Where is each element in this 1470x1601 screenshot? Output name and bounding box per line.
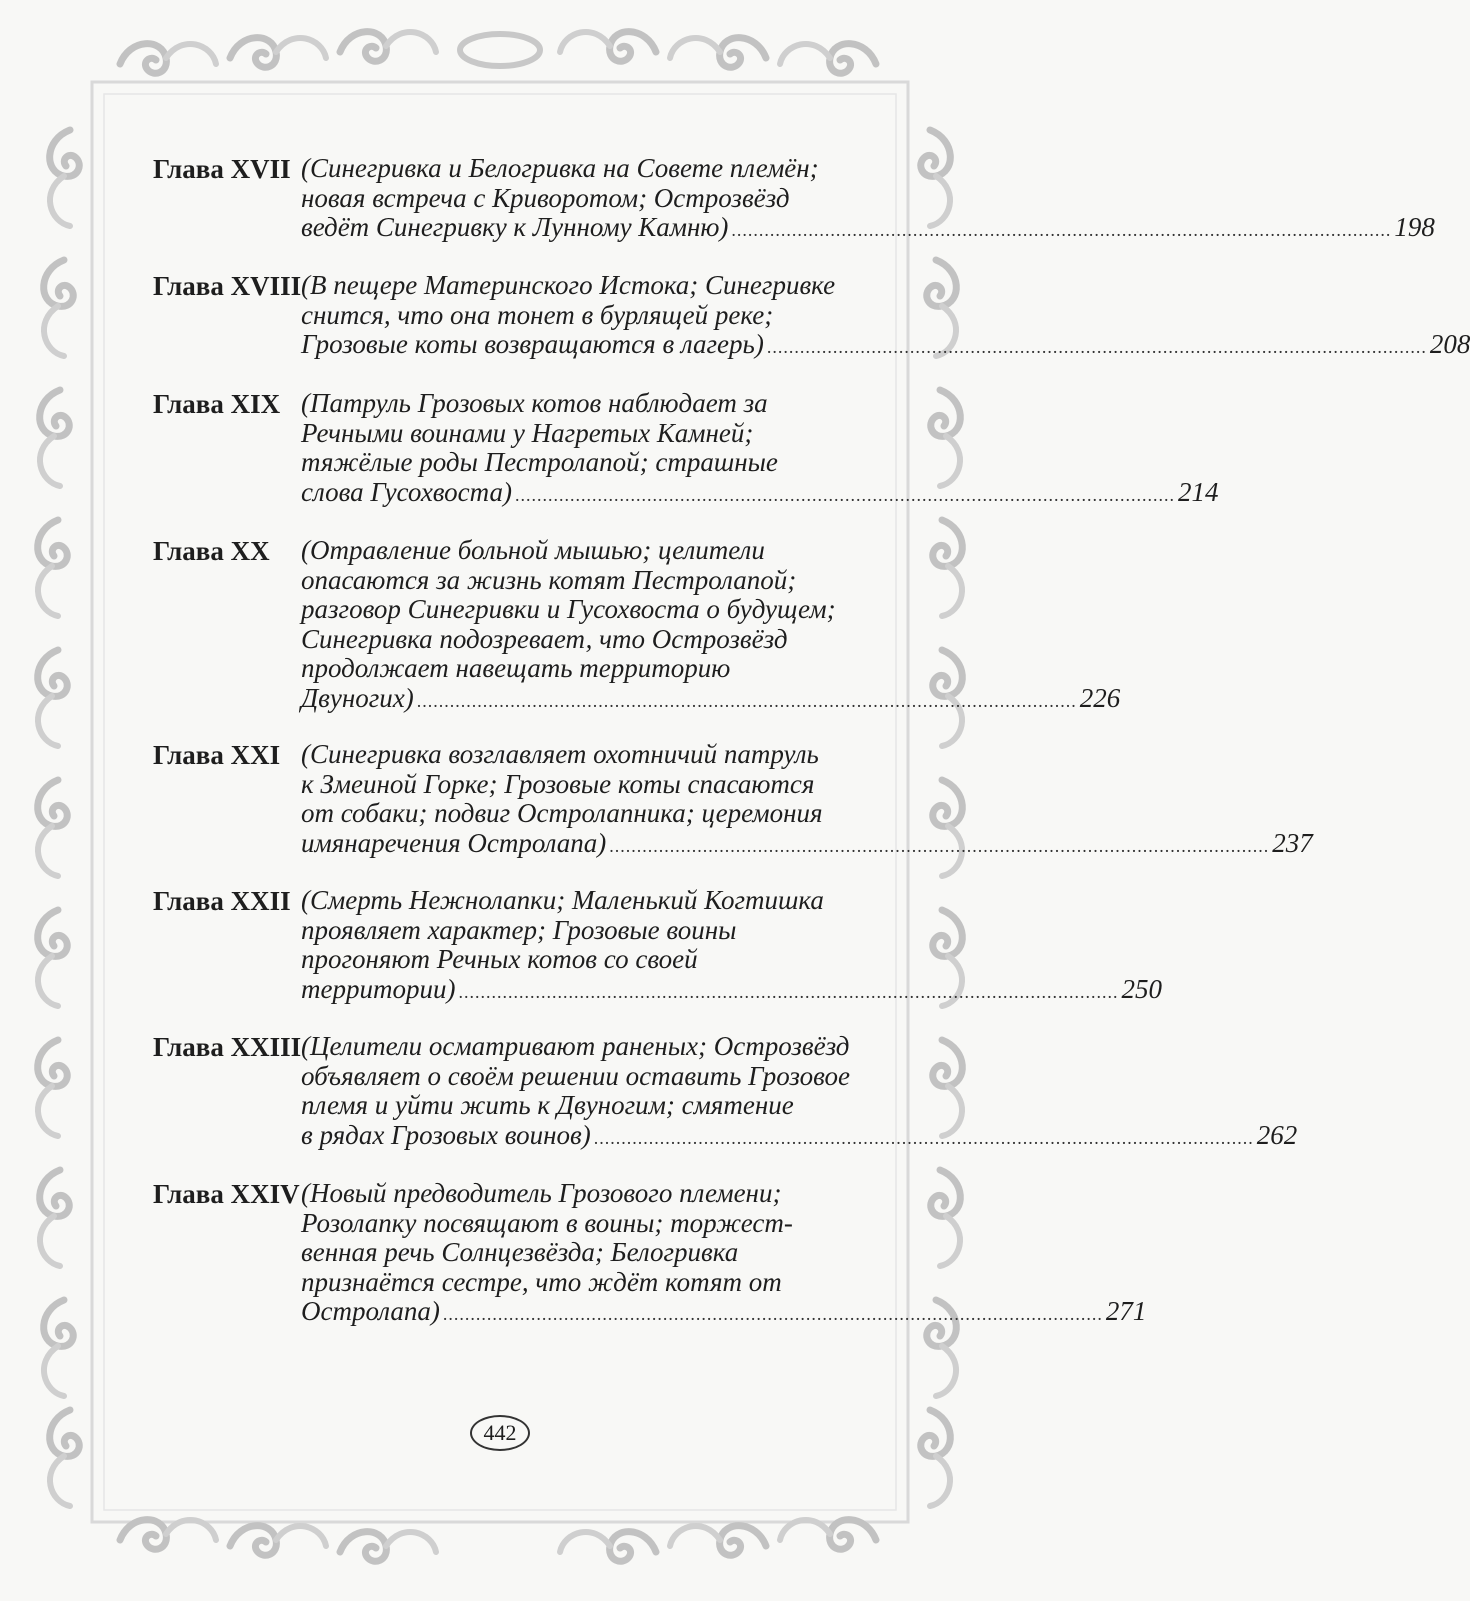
dot-leader: ........................................................................................................................ xyxy=(514,484,1175,505)
dot-leader: ........................................................................................................................ xyxy=(593,1127,1254,1148)
chapter-label: Глава XVII xyxy=(153,154,291,184)
chapter-summary: (Патруль Грозовых котов наблюдает за Речными воинами у Нагретых Камней; тяжёлые роды Пестролапой; страшные слова Гусохвоста) ........................................................................................................................ 214 xyxy=(301,389,849,507)
chapter-summary: (Целители осматривают раненых; Острозвёзд объявляет о своём решении оставить Грозовое племя и уйти жить к Двуногим; смятение в рядах Грозовых воинов) ........................................................................................................................ 262 xyxy=(301,1032,849,1150)
chapter-label: Глава XXI xyxy=(153,740,281,770)
chapter-summary: (Синегривка возглавляет охотничий патруль к Змеиной Горке; Грозовые коты спасаются от собаки; подвиг Остролапника; церемония имянаречения Остролапа) ........................................................................................................................ 237 xyxy=(301,740,849,858)
chapter-label: Глава XXIII xyxy=(153,1032,302,1062)
dot-leader: ........................................................................................................................ xyxy=(766,337,1427,357)
chapter-summary: (Новый предводитель Грозового племени; Розолапку посвящают в воины; торжест- венная речь Солнцезвёзда; Белогривка признаётся сестре, что ждёт котят от Остролапа) ........................................................................................................................ 271 xyxy=(301,1179,849,1327)
chapter-summary: (Синегривка и Белогривка на Совете племён; новая встреча с Криворотом; Острозвёзд ведёт Синегривку к Лунному Камню) ........................................................................................................................ 198 xyxy=(301,154,849,243)
chapter-label: Глава XVIII xyxy=(153,271,302,301)
dot-leader: ........................................................................................................................ xyxy=(442,1304,1103,1324)
dot-leader: ........................................................................................................................ xyxy=(609,835,1270,856)
chapter-label: Глава XIX xyxy=(153,389,281,419)
chapter-page-number: 214 xyxy=(1177,476,1219,507)
chapter-page-number: 198 xyxy=(1394,212,1435,242)
chapter-summary: (Отравление больной мышью; целители опасаются за жизнь котят Пестролапой; разговор Синегривки и Гусохвоста о будущем; Синегривка подозревает, что Острозвёзд продолжает навещать территорию Двуногих) ........................................................................................................................ 226 xyxy=(301,536,849,713)
chapter-label: Глава XXIV xyxy=(153,1179,300,1209)
chapter-page-number: 250 xyxy=(1121,973,1162,1004)
chapter-summary: (В пещере Материнского Истока; Синегривке снится, что она тонет в бурлящей реке; Грозовые коты возвращаются в лагерь) ........................................................................................................................ 208 xyxy=(301,271,849,360)
chapter-page-number: 262 xyxy=(1256,1119,1298,1150)
page-number: 442 xyxy=(470,1415,530,1451)
chapter-page-number: 226 xyxy=(1079,682,1121,713)
chapter-page-number: 271 xyxy=(1105,1296,1147,1326)
chapter-page-number: 208 xyxy=(1429,329,1470,359)
dot-leader: ........................................................................................................................ xyxy=(458,981,1119,1002)
chapter-page-number: 237 xyxy=(1272,827,1313,858)
chapter-summary: (Смерть Нежнолапки; Маленький Когтишка проявляет характер; Грозовые воины прогоняют Речных котов со своей территории) ........................................................................................................................ 250 xyxy=(301,886,849,1004)
chapter-label: Глава XX xyxy=(153,536,270,566)
dot-leader: ........................................................................................................................ xyxy=(731,220,1392,240)
dot-leader: ........................................................................................................................ xyxy=(416,690,1077,711)
chapter-label: Глава XXII xyxy=(153,886,291,916)
